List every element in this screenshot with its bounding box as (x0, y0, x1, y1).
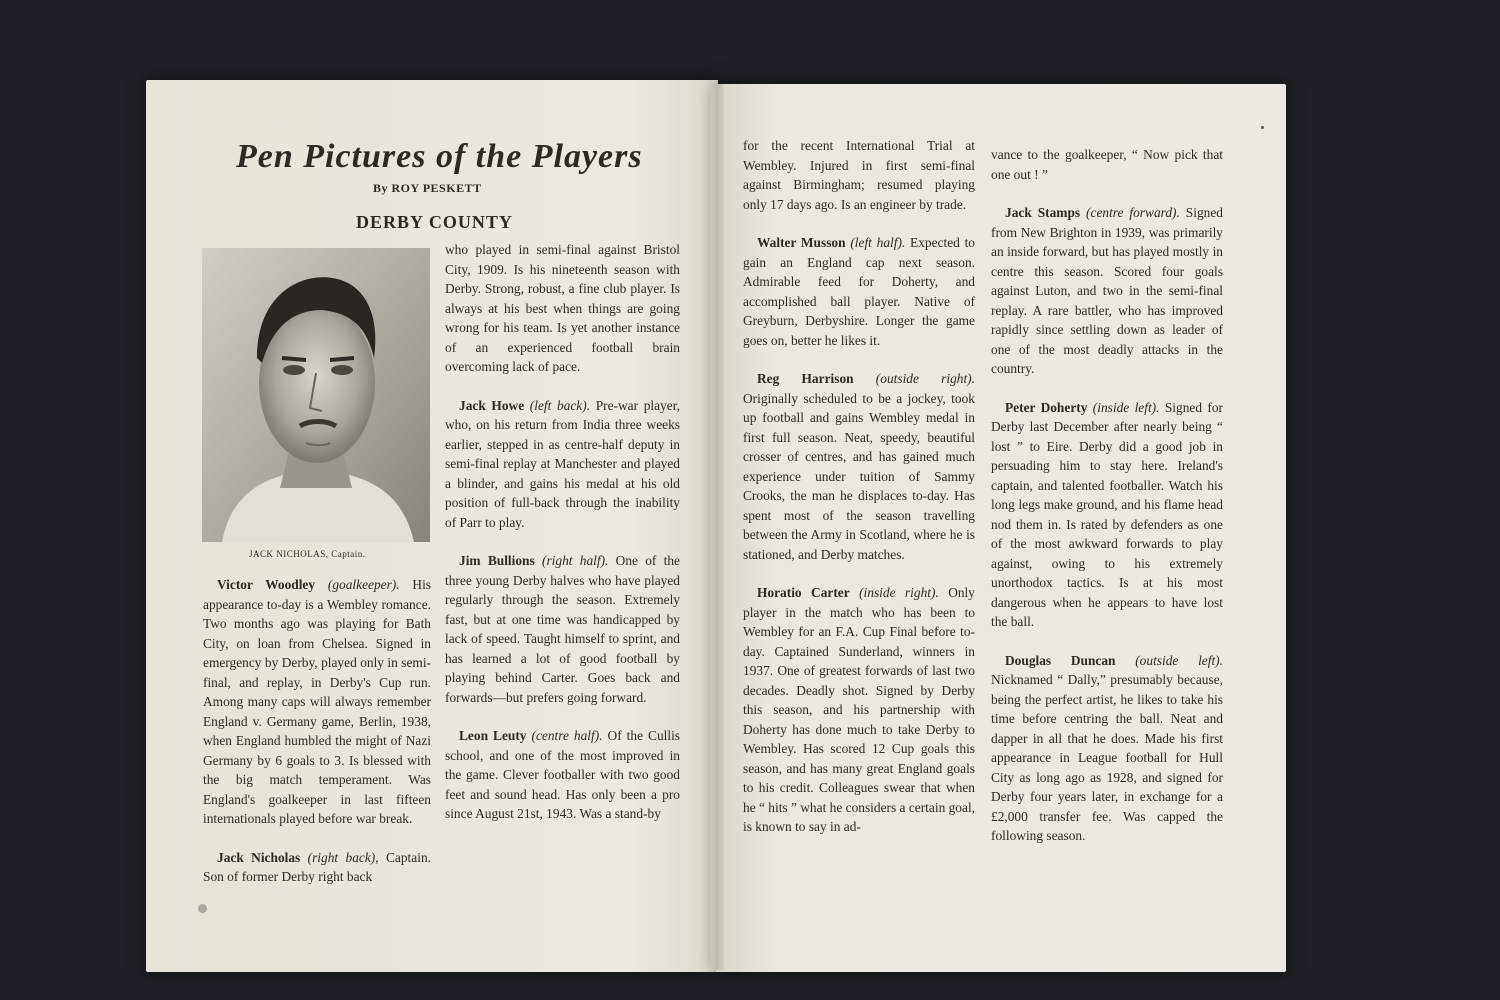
player-text: Captain. Son of former Derby right back (203, 849, 431, 884)
player-name: Leon Leuty (459, 728, 527, 743)
player-paragraph (743, 369, 975, 564)
player-text: who played in semi-final against Bristol City, 1909. Is his nineteenth season with Derby. Strong, robust, a fine club player. Is always at his best when things are going wrong for his team. Is yet another instance of an experienced football brain overcoming lack of pace. (445, 242, 680, 374)
player-paragraph (991, 398, 1223, 632)
player-paragraph (991, 651, 1223, 846)
book-spine (710, 84, 724, 970)
player-role: (right back), (307, 849, 379, 865)
page-title: Pen Pictures of the Players (236, 138, 643, 175)
continued-paragraph (743, 136, 975, 214)
player-name: Jim Bullions (459, 553, 535, 568)
player-text: vance to the goalkeeper, “ Now pick that one out ! ” (991, 147, 1223, 182)
player-paragraph (445, 726, 680, 824)
player-role: (centre forward). (1086, 205, 1180, 220)
continued-paragraph (991, 145, 1223, 184)
player-paragraph (743, 583, 975, 837)
player-role: (goalkeeper). (327, 577, 400, 592)
player-text: Signed for Derby last December after nearly being “ lost ” to Eire. Derby did a good job in persuading him to stay here. Ireland's captain, and talented footballer. Watch his long legs make ground, and his flame head nod them in. Is rated by defenders as one of the most awkward forwards to play against, owing to his extremely unorthodox tactics. Is at his most dangerous when he appears to have lost the ball. (991, 399, 1223, 629)
ink-blot (198, 904, 207, 913)
paper-speck (1261, 126, 1264, 129)
player-text: for the recent International Trial at Wembley. Injured in first semi-final against Birmingham; resumed playing only 17 days ago. Is an engineer by trade. (743, 138, 975, 212)
text-column-3 (743, 136, 975, 856)
player-role: (outside right). (875, 371, 975, 386)
player-text: Expected to gain an England cap next season. Admirable feed for Doherty, and accomplished ball player. Native of Greyburn, Derbyshire. Longer the game goes on, better he likes it. (743, 235, 975, 348)
player-name: Victor Woodley (217, 577, 316, 592)
player-name: Horatio Carter (757, 585, 850, 600)
player-name: Walter Musson (757, 235, 846, 250)
player-paragraph (203, 575, 431, 829)
player-text: Pre-war player, who, on his return from India three weeks earlier, stepped in as centre-half deputy in semi-final replay at Manchester and played a blinder, and gains his medal at his old position of full-back through the inability of Parr to play. (445, 397, 680, 530)
player-name: Jack Nicholas (217, 849, 301, 865)
player-role: (inside left). (1092, 399, 1160, 415)
player-text: Originally scheduled to be a jockey, took up football and gains Wembley medal in first full season. Neat, speedy, beautiful crosser of centres, and has gained much experience under tuition of Sammy Crooks, the man he displaces to-day. Has spent most of the season travelling between the Army in Scotland, where he is stationed, and Derby matches. (743, 390, 975, 562)
text-column-4 (991, 145, 1223, 865)
player-role: (outside left). (1135, 652, 1223, 668)
player-paragraph (743, 233, 975, 350)
text-column-1 (203, 575, 431, 906)
player-paragraph (991, 203, 1223, 379)
player-paragraph (445, 396, 680, 533)
player-text: Of the Cullis school, and one of the most improved in the game. Clever footballer with two good feet and sound head. Has only been a pro since August 21st, 1943. Was a stand-by (445, 728, 681, 821)
player-role: (left half). (850, 235, 906, 250)
photo-caption: JACK NICHOLAS, Captain. (249, 549, 366, 559)
player-name: Douglas Duncan (1005, 652, 1116, 668)
player-text: Nicknamed “ Dally,” presumably because, being the perfect artist, he likes to take his time before centring the ball. Neat and dapper in all that he does. Made his first appearance in League football for Hull City as long ago as 1928, and signed for Derby four years later, in exchange for a £2,000 transfer fee. Was capped the following season. (991, 672, 1223, 843)
player-role: (centre half). (531, 728, 603, 743)
continued-paragraph (445, 240, 680, 377)
player-role: (inside right). (859, 585, 939, 600)
player-text: Only player in the match who has been to Wembley for an F.A. Cup Final before to-day. Captained Sunderland, winners in 1937. One of greatest forwards of last two decades. Deadly shot. Signed by Derby this season, and his partnership with Doherty has done much to take Derby to Wembley. Has scored 12 Cup goals this season, and has many great England goals to his credit. Colleagues swear that when he “ hits ” what he considers a certain goal, is known to say in ad- (743, 585, 976, 834)
player-role: (right half). (542, 553, 609, 568)
player-text: His appearance to-day is a Wembley romance. Two months ago was playing for Bath City, on loan from Chelsea. Signed in emergency by Derby, played only in semi-final, and replay, in Derby's Cup run. Among many caps will always remember England v. Germany game, Berlin, 1938, when England humbled the might of Nazi Germany by 6 goals to 3. Is blessed with the big match temperament. Was England's goalkeeper in last fifteen internationals played before war break. (203, 577, 431, 826)
player-paragraph (203, 848, 431, 887)
player-role: (left back). (529, 397, 591, 413)
byline: By ROY PESKETT (373, 181, 482, 195)
player-name: Peter Doherty (1005, 399, 1088, 415)
text-column-2 (445, 240, 680, 843)
player-name: Jack Stamps (1005, 205, 1081, 220)
player-name: Reg Harrison (757, 371, 854, 386)
player-text: Signed from New Brighton in 1939, was primarily an inside forward, but has played mostly in centre this season. Scored four goals against Luton, and two in the semi-final replay. A rare battler, who has improved rapidly since settling down as leader of one of the most deadly attacks in the country. (991, 205, 1223, 376)
player-paragraph (445, 551, 680, 707)
club-heading: DERBY COUNTY (356, 212, 513, 232)
player-text: One of the three young Derby halves who have played regularly through the season. Extremely fast, but at one time was handicapped by lack of speed. Taught himself to sprint, and has learned a lot of good football by playing behind Carter. Goes back and forwards—but prefers going forward. (445, 553, 680, 705)
player-name: Jack Howe (459, 397, 525, 413)
captain-photo (202, 248, 430, 542)
